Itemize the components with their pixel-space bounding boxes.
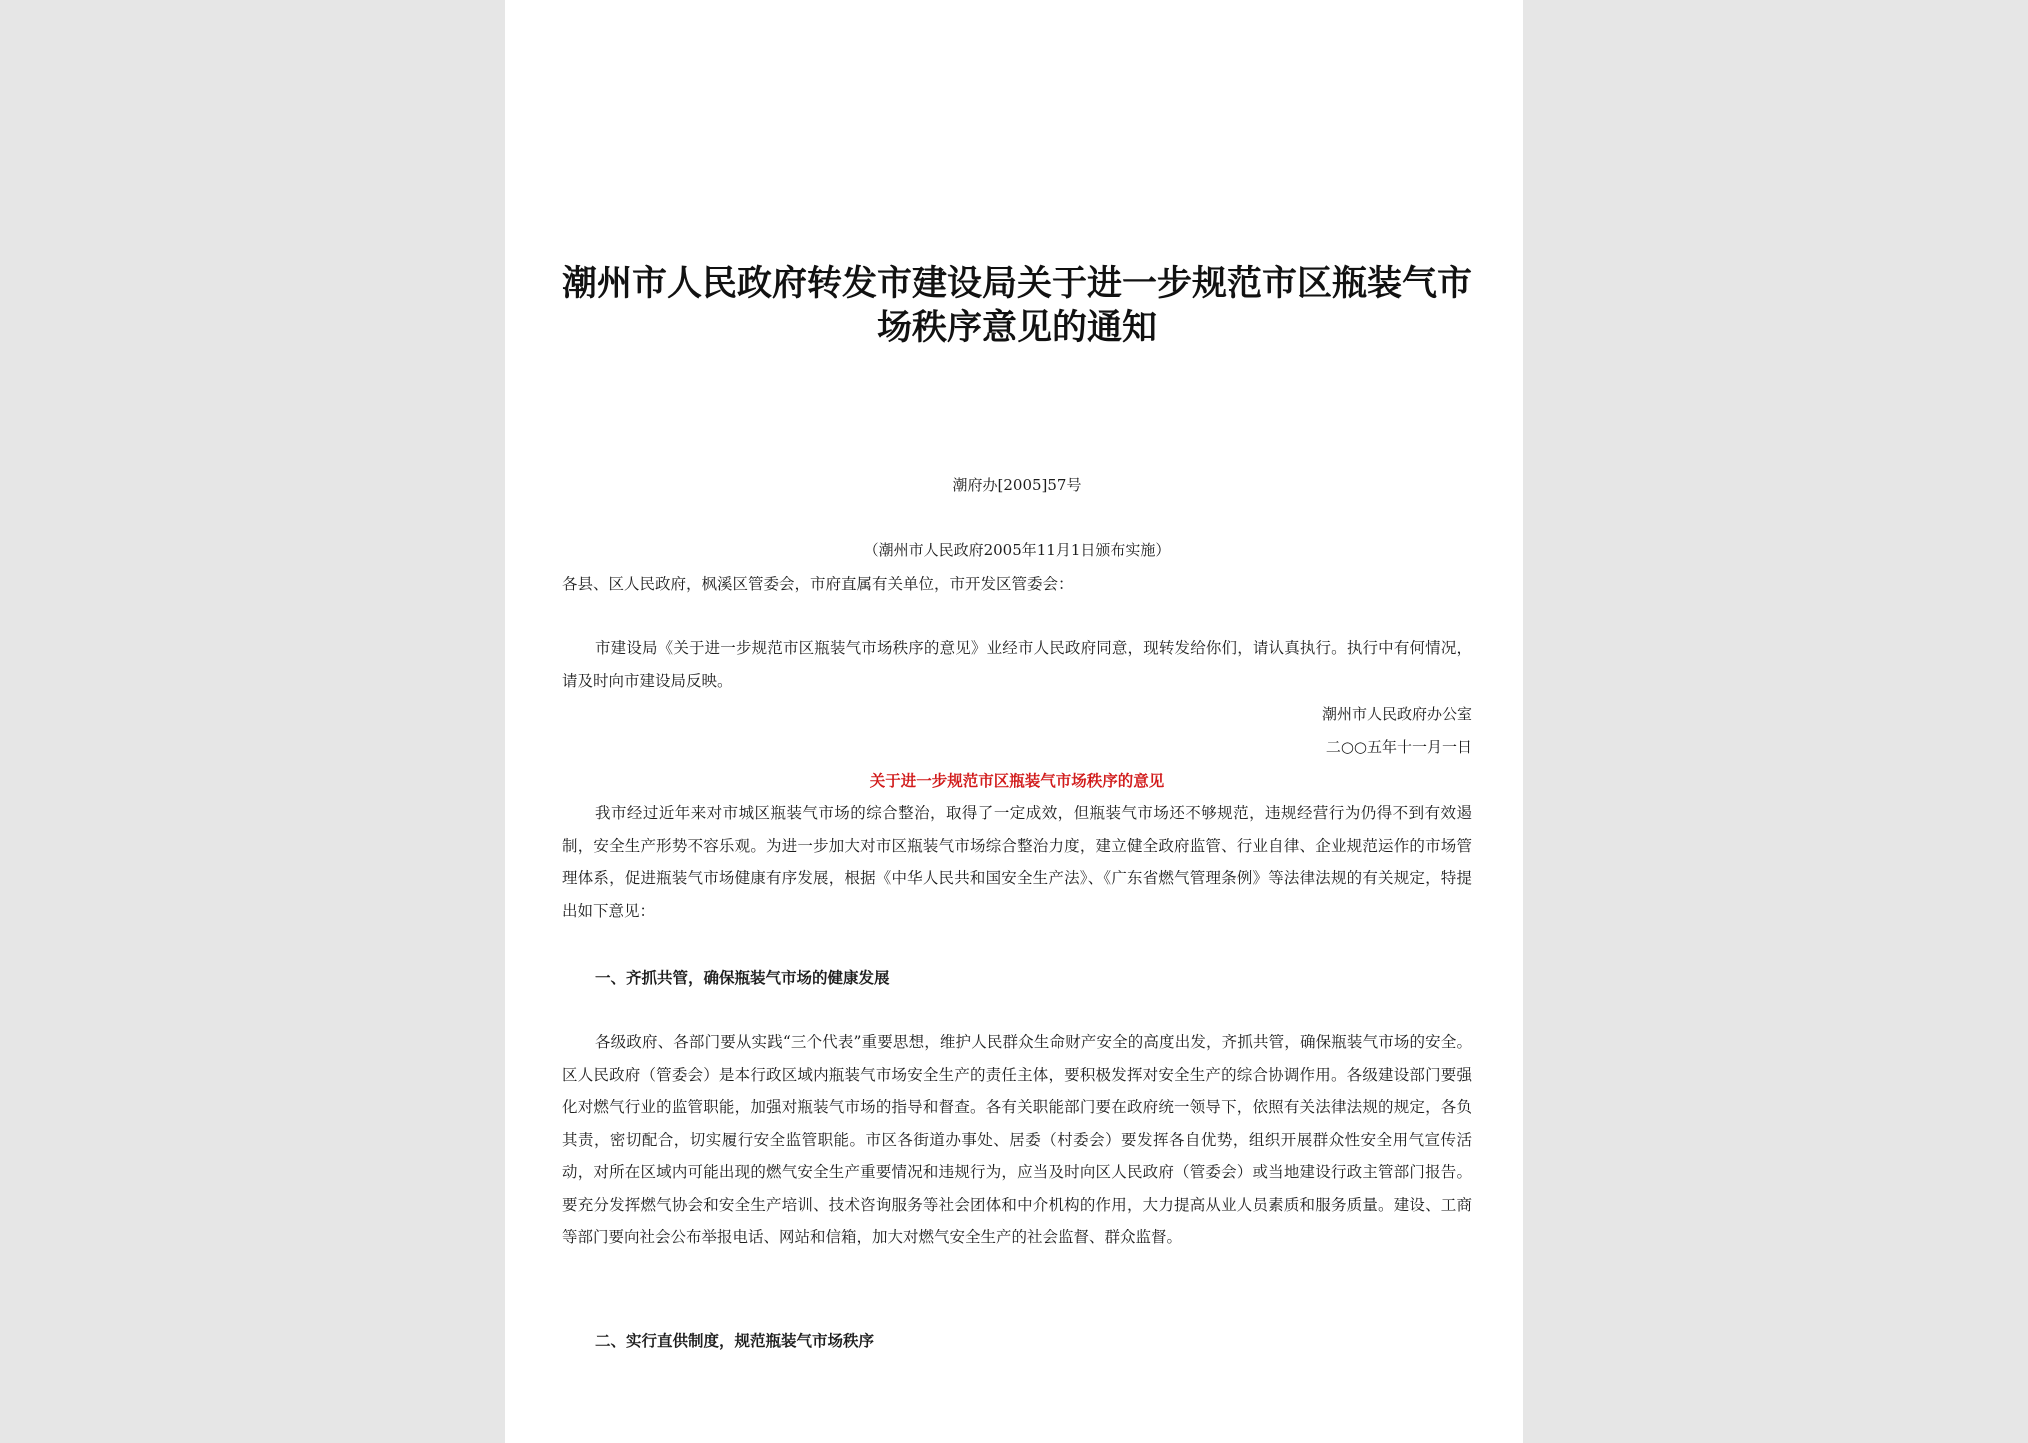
body-paragraph: 市建设局《关于进一步规范市区瓶装气市场秩序的意见》业经市人民政府同意，现转发给你们，请认真执行。执行中有何情况，请及时向市建设局反映。 <box>562 639 1472 690</box>
document-number: 潮府办[2005]57号 <box>952 476 1082 494</box>
section-heading-1: 一、齐抓共管，确保瓶装气市场的健康发展 <box>595 968 890 987</box>
issue-date: 二○○五年十一月一日 <box>1325 738 1472 756</box>
issuer-signature: 潮州市人民政府办公室 <box>1321 705 1472 723</box>
intro-paragraph: 我市经过近年来对市城区瓶装气市场的综合整治，取得了一定成效，但瓶装气市场还不够规范，违规经营行为仍得不到有效遏制，安全生产形势不容乐观。为进一步加大对市区瓶装气市场综合整治力度，建立健全政府监管、行业自律、企业规范运作的市场管理体系，促进瓶装气市场健康有序发展，根据《中华人民共和国安全生产法》、《广东省燃气管理条例》等法律法规的有关规定，特提出如下意见： <box>562 804 1472 920</box>
section-heading-2: 二、实行直供制度，规范瓶装气市场秩序 <box>595 1331 875 1350</box>
document-title: 潮州市人民政府转发市建设局关于进一步规范市区瓶装气市场秩序意见的通知 <box>562 263 1473 348</box>
addressee-line: 各县、区人民政府，枫溪区管委会，市府直属有关单位，市开发区管委会： <box>562 575 1074 593</box>
section-1-paragraph: 各级政府、各部门要从实践“三个代表”重要思想，维护人民群众生命财产安全的高度出发，齐抓共管，确保瓶装气市场的安全。区人民政府（管委会）是本行政区域内瓶装气市场安全生产的责任主体，要积极发挥对安全生产的综合协调作用。各级建设部门要强化对燃气行业的监管职能，加强对瓶装气市场的指导和督查。各有关职能部门要在政府统一领导下，依照有关法律法规的规定，各负其责，密切配合，切实履行安全监管职能。市区各街道办事处、居委（村委会）要发挥各自优势，组织开展群众性安全用气宣传活动，对所在区域内可能出现的燃气安全生产重要情况和违规行为，应当及时向区人民政府（管委会）或当地建设行政主管部门报告。要充分发挥燃气协会和安全生产培训、技术咨询服务等社会团体和中介机构的作用，大力提高从业人员素质和服务质量。建设、工商等部门要向社会公布举报电话、网站和信箱，加大对燃气安全生产的社会监督、群众监督。 <box>562 1033 1472 1246</box>
document-page <box>505 0 1523 1443</box>
opinion-title: 关于进一步规范市区瓶装气市场秩序的意见 <box>869 771 1165 790</box>
issue-note: （潮州市人民政府2005年11月1日颁布实施） <box>863 541 1171 559</box>
